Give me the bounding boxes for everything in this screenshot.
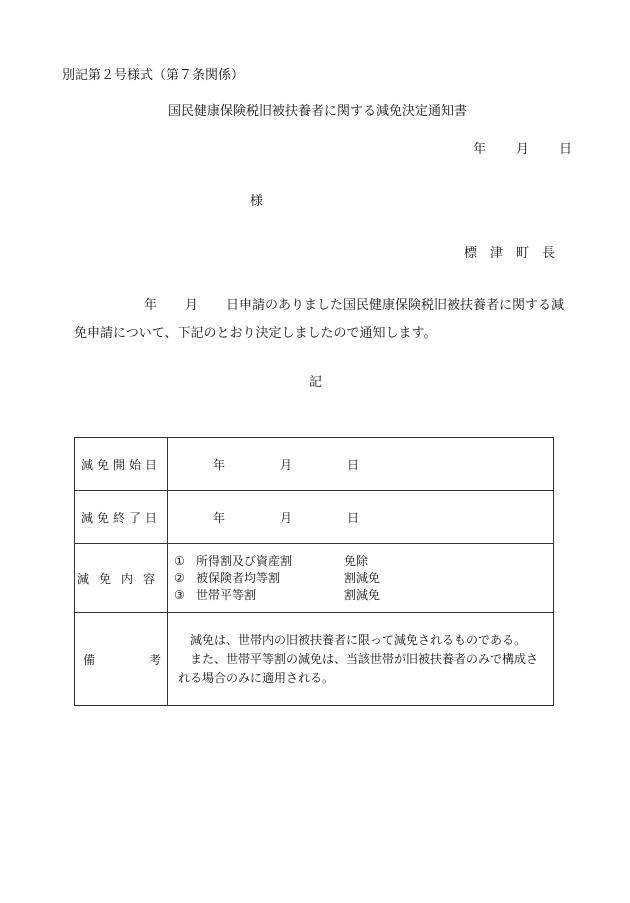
remarks-line-2: また、世帯平等割の減免は、当該世帯が旧被扶養者のみで構成される場合のみに適用される。 xyxy=(178,651,539,685)
content-item: ② 被保険者均等割 割減免 xyxy=(174,570,381,585)
remarks-label xyxy=(75,613,168,706)
end-date-label: 減免終了日 xyxy=(75,491,168,544)
table-row-end-date xyxy=(75,491,554,544)
table-row-start-date xyxy=(75,438,554,491)
issue-date-day: 日 xyxy=(559,142,573,157)
remarks-value xyxy=(168,613,554,706)
issue-date xyxy=(473,138,572,157)
start-date-value xyxy=(168,438,554,491)
end-date-year: 年 xyxy=(213,510,226,525)
end-date-month: 月 xyxy=(280,510,293,525)
content-item: ① 所得割及び資産割 免除 xyxy=(174,553,369,568)
end-date-day: 日 xyxy=(347,510,360,525)
body-year: 年 xyxy=(144,298,158,313)
start-date-day: 日 xyxy=(347,457,360,472)
addressee-honorific: 様 xyxy=(250,194,264,209)
issue-date-month: 月 xyxy=(516,142,530,157)
start-date-label: 減免開始日 xyxy=(75,438,168,491)
content-value xyxy=(168,544,554,613)
table-row-content xyxy=(75,544,554,613)
issue-date-year: 年 xyxy=(473,142,487,157)
notice-body xyxy=(74,292,570,348)
remarks-label-right: 考 xyxy=(148,652,161,667)
form-reference: 別記第２号様式（第７条関係） xyxy=(62,68,245,83)
body-text: 日申請のありました国民健康保険税旧被扶養者に関する減免申請について、下記のとおり決定しましたので通知します。 xyxy=(74,298,565,341)
sender-name: 標 津 町 長 xyxy=(464,246,556,261)
details-table xyxy=(74,437,554,706)
start-date-month: 月 xyxy=(280,457,293,472)
content-label: 減免内容 xyxy=(75,544,168,613)
body-month: 月 xyxy=(185,298,199,313)
content-item: ③ 世帯平等割 割減免 xyxy=(174,587,381,602)
ki-heading: 記 xyxy=(309,375,323,390)
remarks-line-1: 減免は、世帯内の旧被扶養者に限って減免されるものである。 xyxy=(190,632,527,647)
document-title: 国民健康保険税旧被扶養者に関する減免決定通知書 xyxy=(168,104,468,119)
table-row-remarks xyxy=(75,613,554,706)
end-date-value xyxy=(168,491,554,544)
remarks-label-left: 備 xyxy=(83,652,96,667)
start-date-year: 年 xyxy=(213,457,226,472)
